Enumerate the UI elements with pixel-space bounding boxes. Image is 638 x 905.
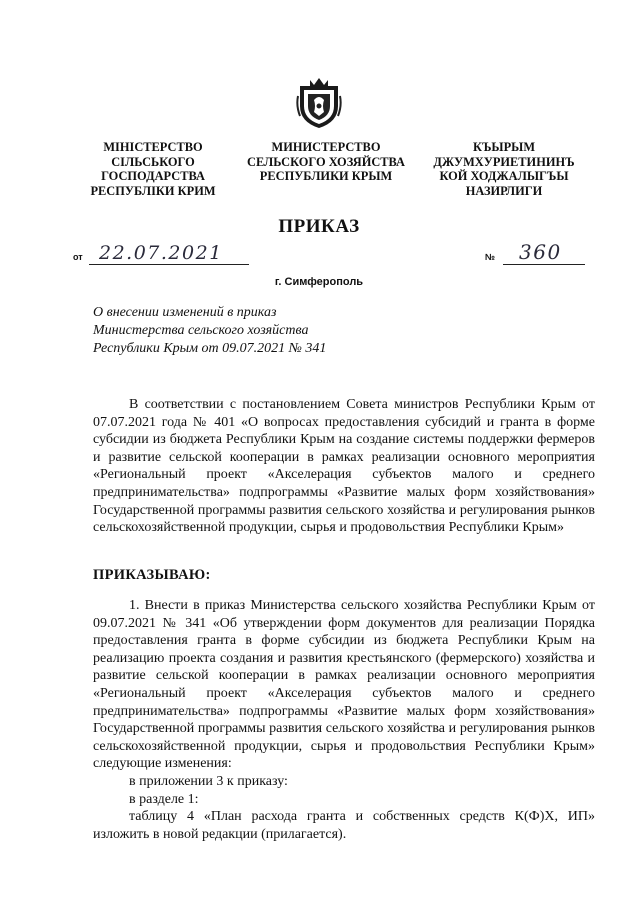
subject-line: О внесении изменений в приказ	[93, 305, 277, 320]
ministry-name-russian	[242, 140, 410, 184]
ministry-line: РЕСПУБЛИКИ КРЫМ	[259, 169, 393, 183]
date-underline	[89, 264, 249, 265]
number-underline	[503, 264, 585, 265]
date-label: от	[73, 252, 83, 262]
item-1-appendix-line: в приложении 3 к приказу:	[129, 773, 288, 789]
ministry-line: РЕСПУБЛІКИ КРИМ	[90, 183, 216, 198]
item-1-paragraph: 1. Внести в приказ Министерства сельского хозяйства Республики Крым от 09.07.2021 № 341 «Об утверждении форм документов для реализации Порядка предоставления гранта в форме субсидии из бюджета Республики Крым на реализацию проекта создания и развития крестьянского (фермерского) хозяйства и развитие сельской кооперации в рамках реализации основного мероприятия «Региональный проект «Акселерация субъектов малого и среднего предпринимательства» подпрограммы «Развитие малых форм хозяйствования» Государственной программы развития сельского хозяйства и регулирования рынков сельскохозяйственной продукции, сырья и продовольствия Республики Крым» следующие изменения:	[93, 598, 595, 772]
date-number-row	[73, 240, 588, 268]
preamble-paragraph: В соответствии с постановлением Совета министров Республики Крым от 07.07.2021 года № 401 «О вопросах предоставления субсидий и гранта в форме субсидии из бюджета Республики Крым на создание системы поддержки фермеров и развитие сельской кооперации в рамках реализации основного мероприятия «Региональный проект «Акселерация субъектов малого и среднего предпринимательства» подпрограммы «Развитие малых форм хозяйствования» Государственной программы развития сельского хозяйства и регулирования рынков сельскохозяйственной продукции, сырья и продовольствия Республики Крым»	[93, 397, 595, 536]
ministry-line: МІНІСТЕРСТВО	[103, 140, 203, 154]
order-items-block	[93, 597, 595, 843]
coat-of-arms-icon	[296, 76, 342, 130]
ministry-line: ДЖУМХУРИЕТИНИНЪ	[433, 154, 575, 169]
ministry-line: МИНИСТЕРСТВО	[271, 140, 381, 154]
ministry-name-ukrainian	[78, 140, 228, 198]
city: г. Симферополь	[274, 276, 364, 288]
order-heading: ПРИКАЗЫВАЮ:	[93, 567, 211, 583]
preamble-block	[93, 396, 595, 537]
subject-line: Республики Крым от 09.07.2021 № 341	[93, 341, 327, 356]
order-subject	[93, 304, 326, 358]
item-1-table-line: таблицу 4 «План расхода гранта и собственных средств К(Ф)Х, ИП» изложить в новой редакции (прилагается).	[93, 809, 595, 842]
number-label: №	[485, 252, 496, 262]
ministry-line: СІЛЬСЬКОГО	[111, 154, 195, 169]
ministry-line: ГОСПОДАРСТВА	[101, 169, 205, 183]
ministry-line: КЪЫРЫМ	[472, 140, 536, 154]
subject-line: Министерства сельского хозяйства	[93, 323, 309, 338]
number-value: 360	[519, 240, 562, 264]
date-value: 22.07.2021	[99, 242, 223, 264]
ministry-name-crimean-tatar	[420, 140, 588, 198]
item-1-section-line: в разделе 1:	[129, 791, 199, 807]
document-title: ПРИКАЗ	[278, 216, 360, 237]
ministry-line: НАЗИРЛИГИ	[465, 183, 543, 198]
ministry-line: СЕЛЬСКОГО ХОЗЯЙСТВА	[247, 154, 405, 169]
ministry-line: КОЙ ХОДЖАЛЫГЪЫ	[439, 169, 569, 183]
